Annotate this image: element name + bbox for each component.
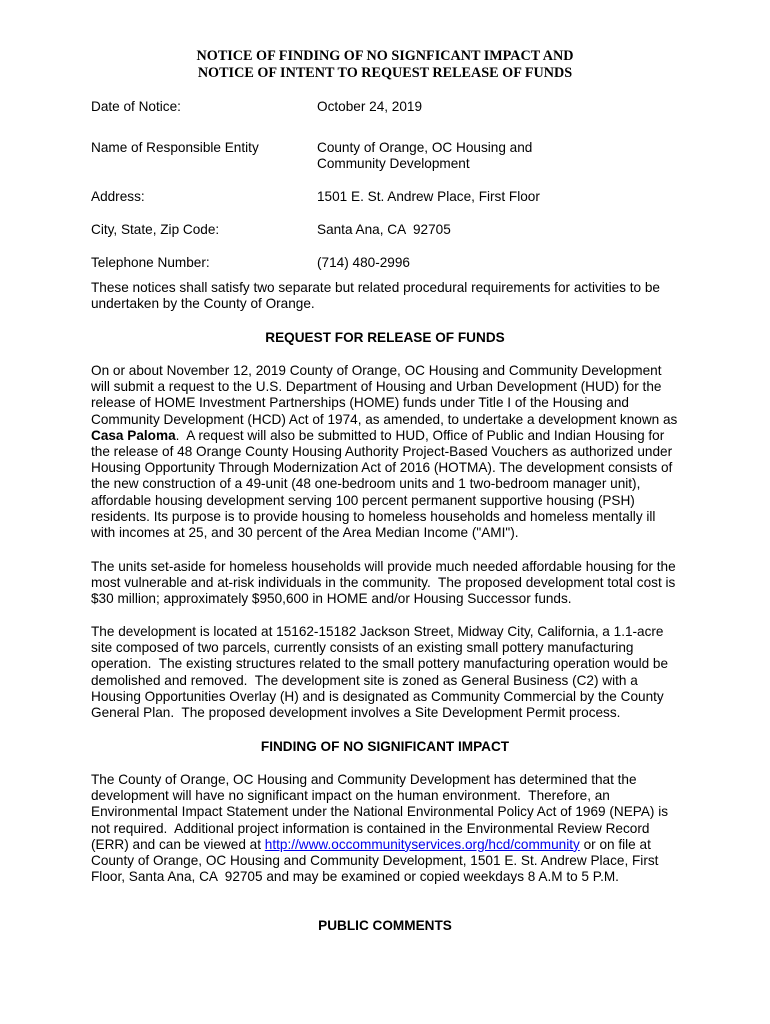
info-label: Telephone Number: (91, 255, 210, 270)
fonsi-paragraph (91, 772, 681, 885)
fonsi-text: The County of Orange, OC Housing and Community Development has determined that the development will have no significant impact on the human environment. Therefore, an Environmental Impact Statement under the National Environmental Policy Act of 1969 (NEPA) is not required. Additional project information is contained in the Environmental Review Record (ERR) and can be viewed at (91, 772, 672, 852)
err-link[interactable]: http://www.occommunityservices.org/hcd/community (264, 836, 580, 852)
rrof-paragraph-1 (91, 363, 681, 541)
info-label: City, State, Zip Code: (91, 222, 220, 237)
intro-paragraph: These notices shall satisfy two separate but related procedural requirements for activities to be undertaken by the County of Orange. (91, 280, 660, 312)
info-value: County of Orange, OC Housing and Community Development (317, 140, 533, 172)
rrof-p1-text: On or about November 12, 2019 County of Orange, OC Housing and Community Development will submit a request to the U.S. Department of Housing and Urban Development (HUD) for the release of HOME Investment Partnerships (HOME) funds under Title I of the Housing and Community Development (HCD) Act of 1974, as amended, to undertake a development known as (91, 363, 682, 427)
info-value: October 24, 2019 (317, 99, 423, 114)
info-row-date (91, 99, 681, 140)
rrof-paragraph-2: The units set-aside for homeless households will provide much needed affordable housing for the most vulnerable and at-risk individuals in the community. The proposed development total cost is $30 million; approximately $950,600 in HOME and/or Housing Successor funds. (91, 559, 680, 607)
title-line-1: NOTICE OF FINDING OF NO SIGNFICANT IMPACT AND (196, 48, 574, 64)
info-row-address (91, 189, 681, 222)
rrof-p1-text-cont: . A request will also be submitted to HUD, Office of Public and Indian Housing for the release of 48 Orange County Housing Authority Project-Based Vouchers as authorized under Housing Opportunity Through Modernization Act of 2016 (HOTMA). The development consists of the new construction of a 49-unit (48 one-bedroom units and 1 two-bedroom manager unit), affordable housing development serving 100 percent permanent supportive housing (PSH) residents. Its purpose is to provide housing to homeless households and homeless mentally ill with incomes at 25, and 30 percent of the Area Median Income ("AMI"). (91, 427, 677, 541)
info-row-city (91, 222, 681, 255)
info-label: Name of Responsible Entity (91, 140, 259, 155)
info-label: Date of Notice: (91, 99, 181, 114)
info-value: Santa Ana, CA 92705 (317, 222, 451, 237)
notice-info-table (91, 99, 681, 271)
project-name: Casa Paloma (91, 427, 176, 443)
info-row-entity (91, 140, 681, 189)
info-label: Address: (91, 189, 145, 204)
title-line-2: NOTICE OF INTENT TO REQUEST RELEASE OF FUNDS (197, 65, 573, 81)
heading-request-release-funds: REQUEST FOR RELEASE OF FUNDS (265, 330, 505, 345)
info-row-phone (91, 255, 681, 271)
heading-public-comments: PUBLIC COMMENTS (318, 918, 452, 933)
notice-title (0, 48, 770, 82)
info-value: (714) 480-2996 (317, 255, 410, 270)
heading-fonsi: FINDING OF NO SIGNIFICANT IMPACT (260, 739, 510, 754)
fonsi-text-cont: or on file at County of Orange, OC Housing and Community Development, 1501 E. St. Andrew Place, First Floor, Santa Ana, CA 92705 and may be examined or copied weekdays 8 A.M to 5 P.M. (91, 836, 663, 885)
rrof-paragraph-3: The development is located at 15162-15182 Jackson Street, Midway City, California, a 1.1-acre site composed of two parcels, currently consists of an existing small pottery manufacturing operation. The existing structures related to the small pottery manufacturing operation would be demolished and removed. The development site is zoned as General Business (C2) with a Housing Opportunities Overlay (H) and is designated as Community Commercial by the County General Plan. The proposed development involves a Site Development Permit process. (91, 624, 672, 721)
info-value: 1501 E. St. Andrew Place, First Floor (317, 189, 540, 204)
